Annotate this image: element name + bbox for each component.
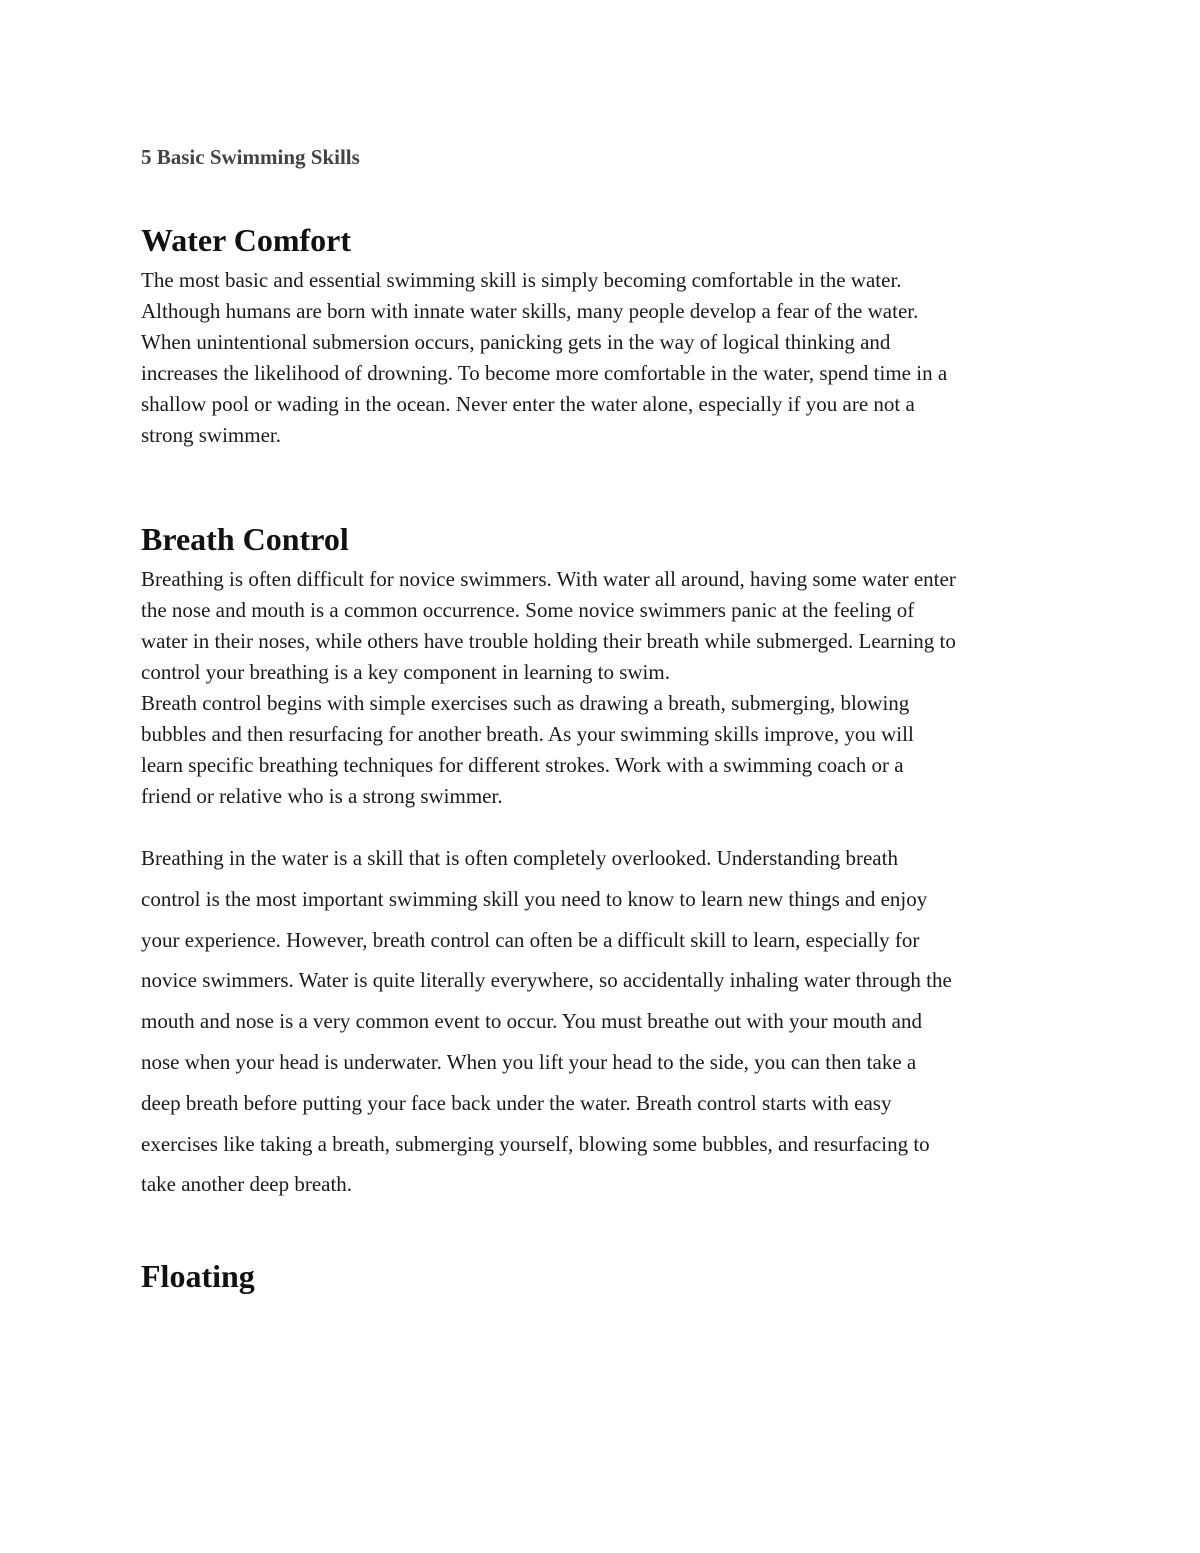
paragraph-breath-control-intro: Breathing is often difficult for novice swimmers. With water all around, having some water enter the nose and mouth is a common occurrence. Some novice swimmers panic at the feeling of water in their noses, while others have trouble holding their breath while submerged. Learning to control your breathing is a key component in learning to swim. Breath control begins with simple exercises such as drawing a breath, submerging, blowing bubbles and then resurfacing for another breath. As your swimming skills improve, you will learn specific breathing techniques for different strokes. Work with a swimming coach or a friend or relative who is a strong swimmer. [141, 567, 956, 808]
paragraph-breath-control-detail: Breathing in the water is a skill that is often completely overlooked. Understanding breath control is the most important swimming skill you need to know to learn new things and enjoy your experience. However, breath control can often be a difficult skill to learn, especially for novice swimmers. Water is quite literally everywhere, so accidentally inhaling water through the mouth and nose is a very common event to occur. You must breathe out with your mouth and nose when your head is underwater. When you lift your head to the side, you can then take a deep breath before putting your face back under the water. Breath control starts with easy exercises like taking a breath, submerging yourself, blowing some bubbles, and resurfacing to take another deep breath. [141, 846, 952, 1197]
document-title: 5 Basic Swimming Skills [141, 145, 360, 169]
paragraph-water-comfort: The most basic and essential swimming skill is simply becoming comfortable in the water. Although humans are born with innate water skills, many people develop a fear of the water. When unintentional submersion occurs, panicking gets in the way of logical thinking and increases the likelihood of drowning. To become more comfortable in the water, spend time in a shallow pool or wading in the ocean. Never enter the water alone, especially if you are not a strong swimmer. [141, 268, 948, 447]
heading-floating: Floating [141, 1258, 255, 1294]
heading-breath-control: Breath Control [141, 521, 349, 557]
heading-water-comfort: Water Comfort [141, 222, 351, 258]
